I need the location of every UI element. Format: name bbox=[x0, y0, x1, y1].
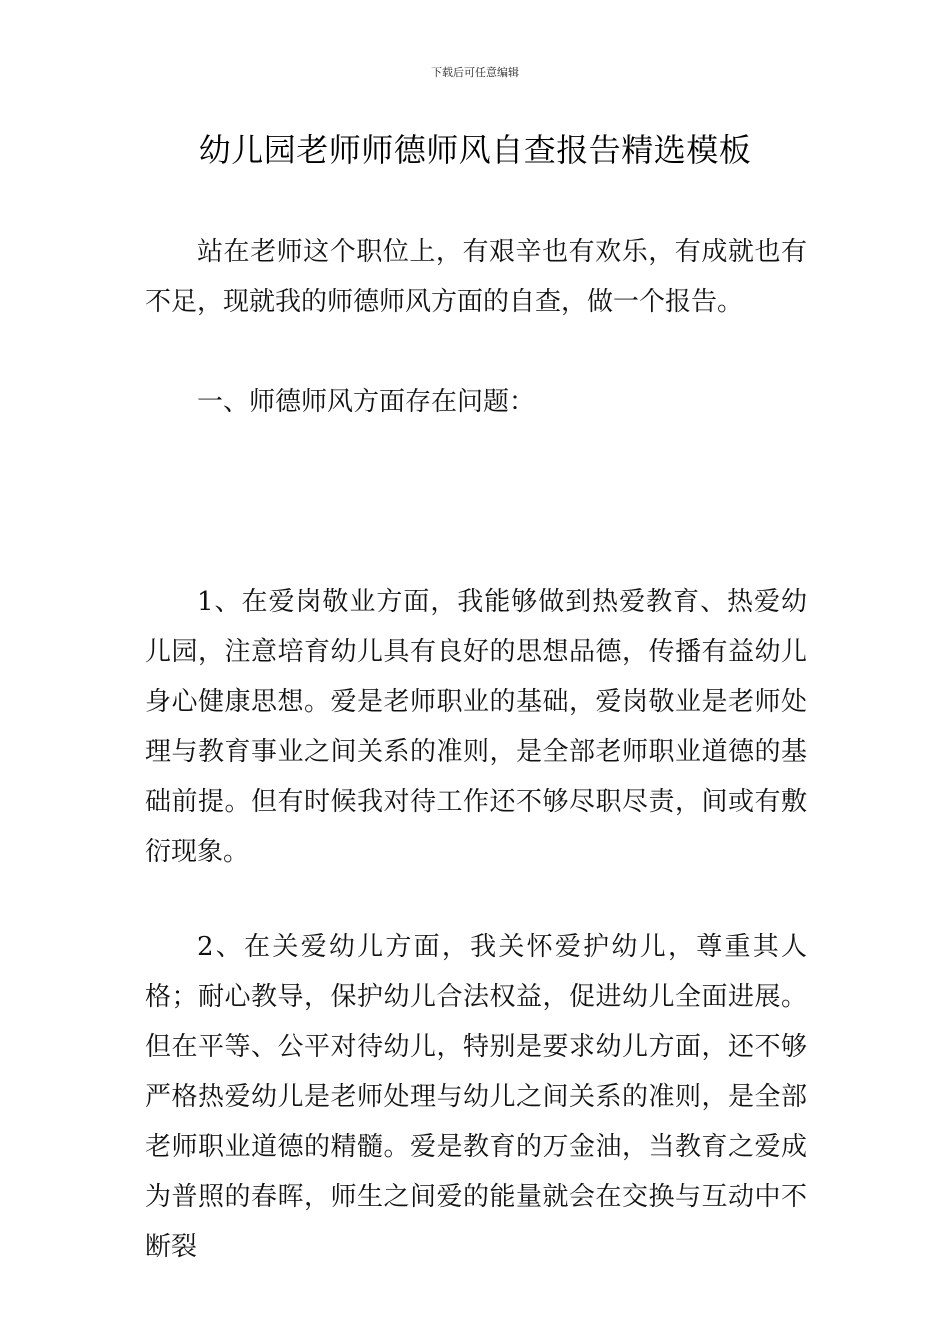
document-title: 幼儿园老师师德师风自查报告精选模板 bbox=[198, 131, 752, 169]
intro-paragraph: 站在老师这个职位上，有艰辛也有欢乐，有成就也有不足，现就我的师德师风方面的自查，做一个报告。 bbox=[145, 237, 807, 317]
section-heading: 一、师德师风方面存在问题： bbox=[197, 387, 536, 417]
paragraph-caring-children: 2、在关爱幼儿方面，我关怀爱护幼儿，尊重其人格；耐心教导，保护幼儿合法权益，促进幼儿全面进展。但在平等、公平对待幼儿，特别是要求幼儿方面，还不够严格热爱幼儿是老师处理与幼儿之间关系的准则，是全部老师职业道德的精髓。爱是教育的万金油，当教育之爱成为普照的春晖，师生之间爱的能量就会在交换与互动中不断裂 bbox=[145, 932, 807, 1262]
header-note: 下载后可任意编辑 bbox=[431, 66, 519, 79]
paragraph-dedication: 1、在爱岗敬业方面，我能够做到热爱教育、热爱幼儿园，注意培育幼儿具有良好的思想品德，传播有益幼儿身心健康思想。爱是老师职业的基础，爱岗敬业是老师处理与教育事业之间关系的准则，是全部老师职业道德的基础前提。但有时候我对待工作还不够尽职尽责，间或有敷衍现象。 bbox=[145, 587, 807, 867]
